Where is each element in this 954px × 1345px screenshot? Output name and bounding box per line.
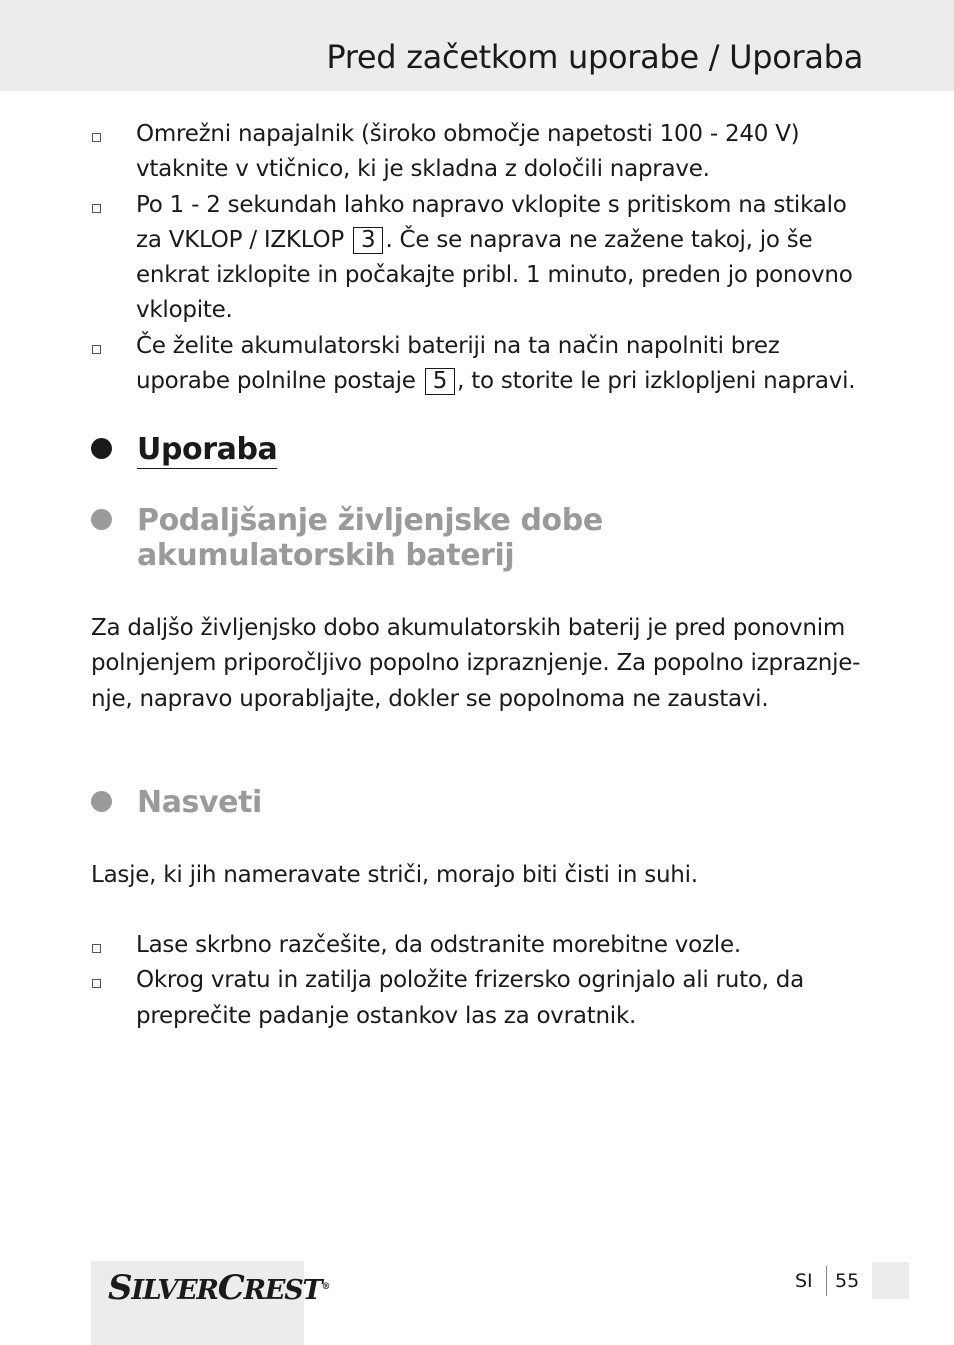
section-heading	[137, 432, 277, 467]
list-item-text-part: Če želite akumulatorski bateriji na ta način napolniti brez uporabe polnilne postaje	[136, 332, 780, 395]
heading-bullet-icon	[91, 438, 112, 459]
section-heading-line: Podaljšanje življenjske dobe	[137, 503, 603, 538]
logo-letter: S	[108, 1268, 132, 1308]
list-item-text: Lase skrbno razčešite, da odstranite morebitne vozle.	[136, 932, 741, 958]
logo-letters: ILVER	[131, 1275, 218, 1306]
tips-paragraph: Lasje, ki jih nameravate striči, morajo biti čisti in suhi.	[91, 862, 698, 888]
section-heading-line: akumulatorskih baterij	[137, 538, 515, 573]
list-item-text-part: . Če se naprava ne zažene takoj, jo še enkrat izklopite in počakajte pribl. 1 minuto, preden jo ponovno vklopite.	[136, 226, 853, 324]
checkbox-bullet-icon	[92, 204, 101, 213]
heading-bullet-icon	[91, 791, 112, 812]
language-code: SI	[795, 1270, 813, 1292]
instruction-list-bottom	[0, 928, 954, 1034]
instruction-list-top	[0, 117, 954, 399]
part-reference-number: 3	[353, 227, 383, 254]
list-item-text	[136, 188, 866, 329]
checkbox-bullet-icon	[92, 133, 101, 142]
list-item-text: Omrežni napajalnik (široko območje napetosti 100 - 240 V) vtaknite v vtičnico, ki je skladna z določili naprave.	[136, 121, 800, 183]
page-corner-box	[872, 1262, 909, 1299]
section-heading-text: Uporaba	[137, 432, 278, 467]
list-item	[0, 188, 954, 329]
section-heading: Nasveti	[137, 785, 262, 820]
page-title: Pred začetkom uporabe / Uporaba	[326, 38, 863, 76]
footer-divider	[826, 1266, 827, 1296]
list-item-text-part: Po 1 - 2 sekundah lahko napravo vklopite s pritiskom na stikalo za VKLOP / IZKLOP	[136, 191, 847, 253]
checkbox-bullet-icon	[92, 944, 101, 953]
checkbox-bullet-icon	[92, 979, 101, 988]
list-item	[0, 928, 954, 963]
list-item-text: Okrog vratu in zatilja položite frizersko ogrinjalo ali ruto, da preprečite padanje ostankov las za ovratnik.	[136, 967, 805, 1029]
list-item-text	[136, 329, 866, 400]
list-item	[0, 963, 954, 1034]
list-item-text-part: , to storite le pri izklopljeni napravi.	[457, 368, 856, 395]
heading-bullet-icon	[91, 509, 112, 530]
list-item	[0, 117, 954, 188]
checkbox-bullet-icon	[92, 345, 101, 354]
silvercrest-logo	[108, 1268, 329, 1308]
logo-letters: REST	[243, 1275, 322, 1306]
logo-letter: C	[217, 1268, 244, 1308]
battery-paragraph: Za daljšo življenjsko dobo akumulatorskih baterij je pred ponovnim polnjenjem priporočljivo popolno izpraznjenje. Za popolno izpraznje-nje, napravo uporabljajte, dokler se popolnoma ne zaustavi.	[91, 615, 861, 712]
registered-mark: ®	[321, 1282, 330, 1292]
part-reference-number: 5	[425, 368, 455, 395]
list-item	[0, 329, 954, 400]
page-number: 55	[835, 1270, 860, 1292]
